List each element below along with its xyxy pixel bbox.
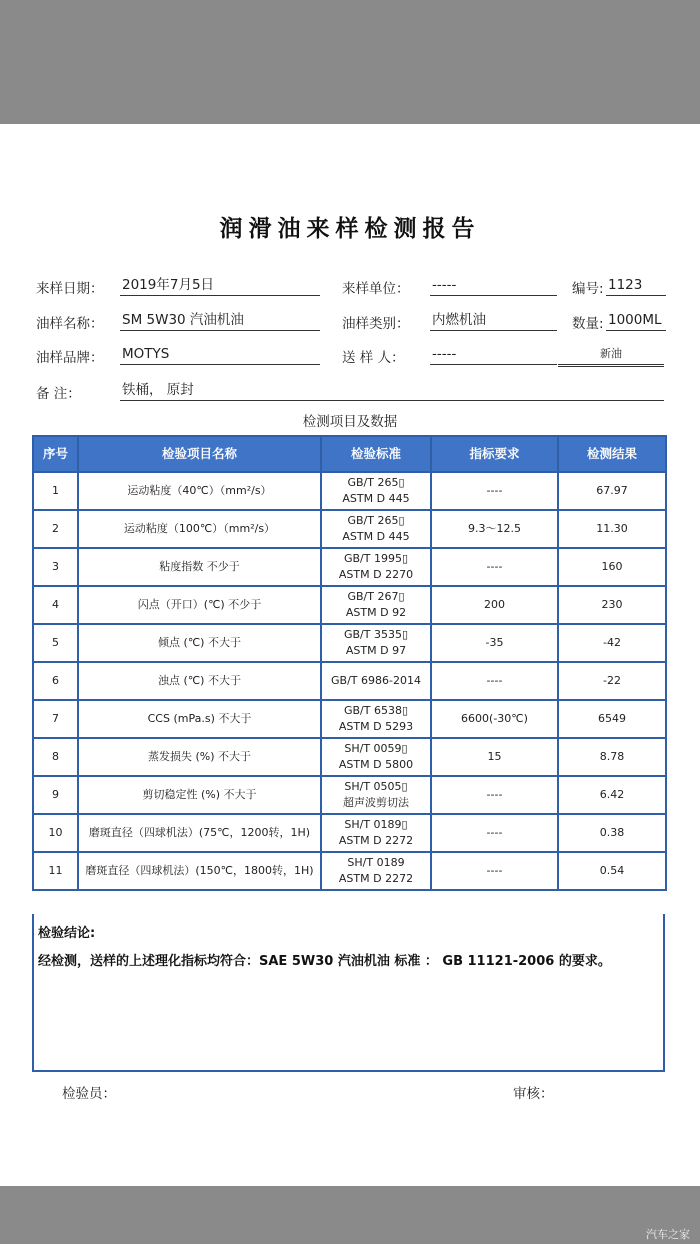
table-row bbox=[33, 624, 666, 662]
sender-label: 送 样 人： bbox=[342, 350, 405, 366]
row-no: 1 bbox=[33, 472, 78, 510]
row-no: 11 bbox=[33, 852, 78, 890]
bottom-frame-bar bbox=[0, 1186, 700, 1244]
row-item: CCS (mPa.s) 不大于 bbox=[78, 700, 321, 738]
quantity-label: 数量: bbox=[572, 316, 604, 332]
table-row bbox=[33, 700, 666, 738]
row-result: 6.42 bbox=[558, 776, 666, 814]
sender-value: ----- bbox=[430, 344, 557, 365]
row-requirement: 15 bbox=[431, 738, 558, 776]
row-standard bbox=[321, 472, 431, 510]
row-item: 粘度指数 不少于 bbox=[78, 548, 321, 586]
row-item: 闪点（开口）(℃) 不少于 bbox=[78, 586, 321, 624]
row-requirement: ---- bbox=[431, 548, 558, 586]
standard-line-1: SH/T 0059▯ bbox=[344, 742, 408, 755]
row-result: 0.54 bbox=[558, 852, 666, 890]
watermark-text: 汽车之家 bbox=[646, 1228, 690, 1241]
standard-line-2: ASTM D 2272 bbox=[338, 834, 414, 847]
test-data-table bbox=[32, 435, 667, 891]
standard-line-1: GB/T 1995▯ bbox=[343, 552, 409, 565]
row-no: 8 bbox=[33, 738, 78, 776]
row-item: 磨斑直径（四球机法）(150℃，1800转，1H) bbox=[78, 852, 321, 890]
row-standard bbox=[321, 852, 431, 890]
inspector-label: 检验员： bbox=[62, 1086, 116, 1102]
row-result: 160 bbox=[558, 548, 666, 586]
standard-line-2: ASTM D 445 bbox=[342, 530, 410, 543]
row-item: 蒸发损失 (%) 不大于 bbox=[78, 738, 321, 776]
row-result: 0.38 bbox=[558, 814, 666, 852]
row-item: 磨斑直径（四球机法）(75℃，1200转，1H) bbox=[78, 814, 321, 852]
row-result: 8.78 bbox=[558, 738, 666, 776]
row-requirement: ---- bbox=[431, 776, 558, 814]
standard-line-1: SH/T 0505▯ bbox=[344, 780, 408, 793]
row-no: 4 bbox=[33, 586, 78, 624]
row-requirement: 200 bbox=[431, 586, 558, 624]
row-standard: GB/T 6986-2014 bbox=[321, 662, 431, 700]
row-requirement: 6600(-30℃) bbox=[431, 700, 558, 738]
row-requirement: -35 bbox=[431, 624, 558, 662]
oil-type-value: 内燃机油 bbox=[430, 310, 557, 331]
row-requirement: ---- bbox=[431, 472, 558, 510]
conclusion-text: 经检测，送样的上述理化指标均符合：SAE 5W30 汽油机油 标准 ： GB 11121-2006 的要求。 bbox=[38, 954, 611, 969]
conclusion-box bbox=[32, 914, 665, 1072]
standard-line-1: SH/T 0189▯ bbox=[344, 818, 408, 831]
row-no: 5 bbox=[33, 624, 78, 662]
oil-condition-value: 新油 bbox=[558, 344, 664, 367]
header-standard: 检验标准 bbox=[321, 436, 431, 472]
row-result: -42 bbox=[558, 624, 666, 662]
table-row bbox=[33, 738, 666, 776]
row-standard bbox=[321, 548, 431, 586]
serial-value: 1123 bbox=[606, 275, 666, 296]
standard-line-2: ASTM D 5293 bbox=[338, 720, 414, 733]
row-requirement: 9.3～12.5 bbox=[431, 510, 558, 548]
oil-name-label: 油样名称： bbox=[36, 316, 104, 332]
row-result: 11.30 bbox=[558, 510, 666, 548]
section-title: 检测项目及数据 bbox=[302, 414, 398, 430]
row-result: 6549 bbox=[558, 700, 666, 738]
row-standard bbox=[321, 700, 431, 738]
table-row bbox=[33, 662, 666, 700]
row-item: 倾点 (℃) 不大于 bbox=[78, 624, 321, 662]
table-row bbox=[33, 510, 666, 548]
row-standard bbox=[321, 814, 431, 852]
report-title: 润滑油来样检测报告 bbox=[219, 215, 481, 242]
sample-unit-label: 来样单位： bbox=[342, 281, 410, 297]
row-standard bbox=[321, 624, 431, 662]
row-requirement: ---- bbox=[431, 852, 558, 890]
remark-label: 备 注： bbox=[36, 386, 81, 402]
oil-brand-label: 油样品牌： bbox=[36, 350, 104, 366]
table-row bbox=[33, 814, 666, 852]
row-item: 浊点 (℃) 不大于 bbox=[78, 662, 321, 700]
standard-line-2: ASTM D 2272 bbox=[338, 872, 414, 885]
sample-date-label: 来样日期： bbox=[36, 281, 104, 297]
row-standard bbox=[321, 776, 431, 814]
row-no: 3 bbox=[33, 548, 78, 586]
row-requirement: ---- bbox=[431, 814, 558, 852]
row-result: 230 bbox=[558, 586, 666, 624]
standard-line-2: ASTM D 2270 bbox=[338, 568, 414, 581]
serial-label: 编号: bbox=[572, 281, 604, 297]
header-requirement: 指标要求 bbox=[431, 436, 558, 472]
header-no: 序号 bbox=[33, 436, 78, 472]
oil-brand-value: MOTYS bbox=[120, 344, 320, 365]
standard-line-2: 超声波剪切法 bbox=[343, 796, 409, 809]
row-item: 剪切稳定性 (%) 不大于 bbox=[78, 776, 321, 814]
table-row bbox=[33, 586, 666, 624]
standard-line-1: SH/T 0189 bbox=[347, 856, 405, 869]
standard-line-1: GB/T 267▯ bbox=[347, 590, 405, 603]
standard-line-2: ASTM D 5800 bbox=[338, 758, 414, 771]
table-row bbox=[33, 472, 666, 510]
row-standard bbox=[321, 738, 431, 776]
row-item: 运动粘度（100℃）（mm²/s） bbox=[78, 510, 321, 548]
standard-line-1: GB/T 3535▯ bbox=[343, 628, 409, 641]
conclusion-title: 检验结论: bbox=[38, 926, 96, 941]
standard-line-2: ASTM D 97 bbox=[345, 644, 407, 657]
table-row bbox=[33, 776, 666, 814]
row-no: 10 bbox=[33, 814, 78, 852]
row-standard bbox=[321, 586, 431, 624]
row-no: 2 bbox=[33, 510, 78, 548]
table-row bbox=[33, 852, 666, 890]
standard-line-2: ASTM D 445 bbox=[342, 492, 410, 505]
sample-date-value: 2019年7月5日 bbox=[120, 275, 320, 296]
row-no: 9 bbox=[33, 776, 78, 814]
table-header-row bbox=[33, 436, 666, 472]
row-standard bbox=[321, 510, 431, 548]
row-result: 67.97 bbox=[558, 472, 666, 510]
standard-line-2: ASTM D 92 bbox=[345, 606, 407, 619]
standard-line-1: GB/T 265▯ bbox=[347, 514, 405, 527]
standard-line-1: GB/T 6538▯ bbox=[343, 704, 409, 717]
row-requirement: ---- bbox=[431, 662, 558, 700]
oil-name-value: SM 5W30 汽油机油 bbox=[120, 310, 320, 331]
row-item: 运动粘度（40℃）（mm²/s） bbox=[78, 472, 321, 510]
row-no: 7 bbox=[33, 700, 78, 738]
table-row bbox=[33, 548, 666, 586]
remark-value: 铁桶， 原封 bbox=[120, 380, 664, 401]
top-frame-bar bbox=[0, 0, 700, 124]
header-result: 检测结果 bbox=[558, 436, 666, 472]
quantity-value: 1000ML bbox=[606, 310, 666, 331]
sample-unit-value: ----- bbox=[430, 275, 557, 296]
row-no: 6 bbox=[33, 662, 78, 700]
header-item: 检验项目名称 bbox=[78, 436, 321, 472]
reviewer-label: 审核： bbox=[513, 1086, 554, 1102]
standard-line-1: GB/T 265▯ bbox=[347, 476, 405, 489]
row-result: -22 bbox=[558, 662, 666, 700]
oil-type-label: 油样类别： bbox=[342, 316, 410, 332]
